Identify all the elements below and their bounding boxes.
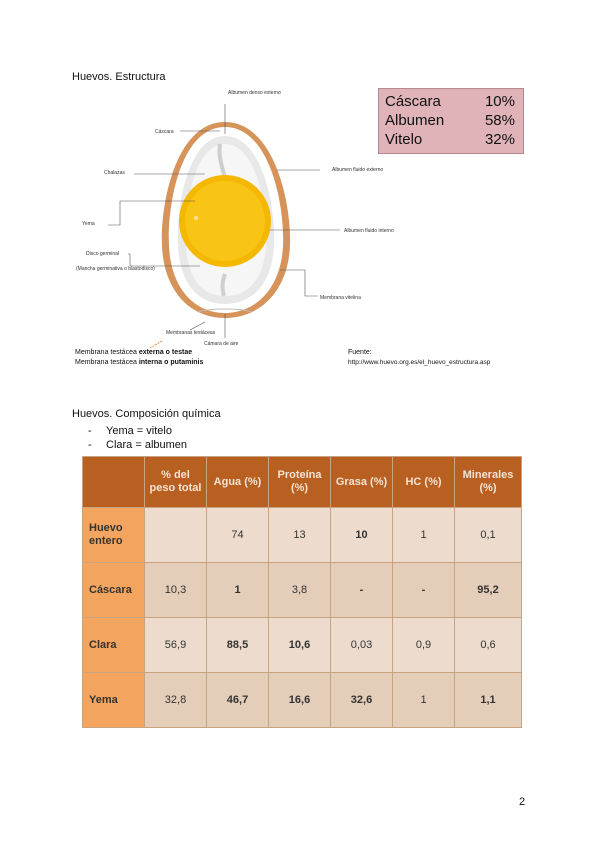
- label-yema: Yema: [82, 221, 95, 227]
- column-header: Grasa (%): [331, 457, 393, 508]
- label-albumen-denso: Albumen denso externo: [228, 90, 281, 96]
- table-cell: 1: [207, 563, 269, 618]
- composition-box: [378, 88, 524, 154]
- composition-row: [385, 131, 515, 149]
- list-item: - Clara = albumen: [88, 439, 188, 451]
- row-header: Huevo entero: [83, 508, 145, 563]
- table-cell: 16,6: [269, 673, 331, 728]
- table-row: [83, 563, 522, 618]
- table-row: [83, 508, 522, 563]
- row-header: Cáscara: [83, 563, 145, 618]
- egg-structure-diagram: [70, 86, 370, 348]
- table-cell: 32,8: [145, 673, 207, 728]
- table-cell: 46,7: [207, 673, 269, 728]
- label-membrana-vitelina: Membrana vitelina: [320, 295, 361, 301]
- composition-name: Vitelo: [385, 131, 423, 148]
- table-cell: 1: [393, 673, 455, 728]
- source-url: http://www.huevo.org.es/el_huevo_estructura.asp: [348, 359, 491, 366]
- column-header: Minerales (%): [455, 457, 522, 508]
- column-header: HC (%): [393, 457, 455, 508]
- table-cell: 95,2: [455, 563, 522, 618]
- table-cell: 74: [207, 508, 269, 563]
- label-albumen-fluido-externo: Albumen fluido externo: [332, 167, 384, 173]
- page-number: 2: [519, 796, 526, 808]
- table-cell: 10: [331, 508, 393, 563]
- label-chalazas: Chalazas: [104, 170, 125, 176]
- column-header: Proteína (%): [269, 457, 331, 508]
- label-mancha-germinativa: (Mancha germinativa o blastodisco): [76, 266, 155, 272]
- table-cell: -: [393, 563, 455, 618]
- table-cell: -: [331, 563, 393, 618]
- composition-value: 10%: [484, 93, 515, 110]
- table-cell: 0,1: [455, 508, 522, 563]
- composition-value: 32%: [484, 131, 515, 148]
- table-header-row: [83, 457, 522, 508]
- table-cell: 10,6: [269, 618, 331, 673]
- column-header: Agua (%): [207, 457, 269, 508]
- composition-name: Albumen: [385, 112, 445, 129]
- label-camara-aire: Cámara de aire: [204, 341, 239, 347]
- label-disco-germinal: Disco germinal: [86, 251, 120, 257]
- table-cell: 0,9: [393, 618, 455, 673]
- label-cascara: Cáscara: [155, 129, 174, 135]
- section-title-estructura: Huevos. Estructura: [72, 71, 166, 83]
- column-header: % del peso total: [145, 457, 207, 508]
- table-cell: 1,1: [455, 673, 522, 728]
- table-cell: 3,8: [269, 563, 331, 618]
- label-membranas-testaceas: Membranas testáceas: [166, 330, 216, 336]
- table-cell: 0,6: [455, 618, 522, 673]
- table-row: [83, 618, 522, 673]
- row-header: Clara: [83, 618, 145, 673]
- table-cell: 13: [269, 508, 331, 563]
- caption-membrana-externa: Membrana testácea externa o testae: [75, 349, 193, 356]
- table-row: [83, 673, 522, 728]
- chemical-composition-table: [82, 456, 522, 728]
- list-item: - Yema = vitelo: [88, 425, 172, 437]
- composition-row: [385, 93, 515, 111]
- composition-name: Cáscara: [385, 93, 441, 110]
- table-cell: 56,9: [145, 618, 207, 673]
- table-cell: 1: [393, 508, 455, 563]
- label-albumen-fluido-interno: Albumen fluido interno: [344, 228, 394, 234]
- source-label: Fuente:: [348, 349, 372, 356]
- yolk-highlight: [185, 181, 265, 261]
- section-title-composicion: Huevos. Composición química: [72, 408, 221, 420]
- bullet-list: [88, 424, 187, 452]
- column-header: [83, 457, 145, 508]
- table-cell: 88,5: [207, 618, 269, 673]
- table-cell: [145, 508, 207, 563]
- row-header: Yema: [83, 673, 145, 728]
- caption-membrana-interna: Membrana testácea interna o putaminis: [75, 359, 204, 366]
- table-cell: 32,6: [331, 673, 393, 728]
- composition-value: 58%: [484, 112, 515, 129]
- table-cell: 0,03: [331, 618, 393, 673]
- germinal-disc: [194, 216, 198, 220]
- table-cell: 10,3: [145, 563, 207, 618]
- composition-row: [385, 112, 515, 130]
